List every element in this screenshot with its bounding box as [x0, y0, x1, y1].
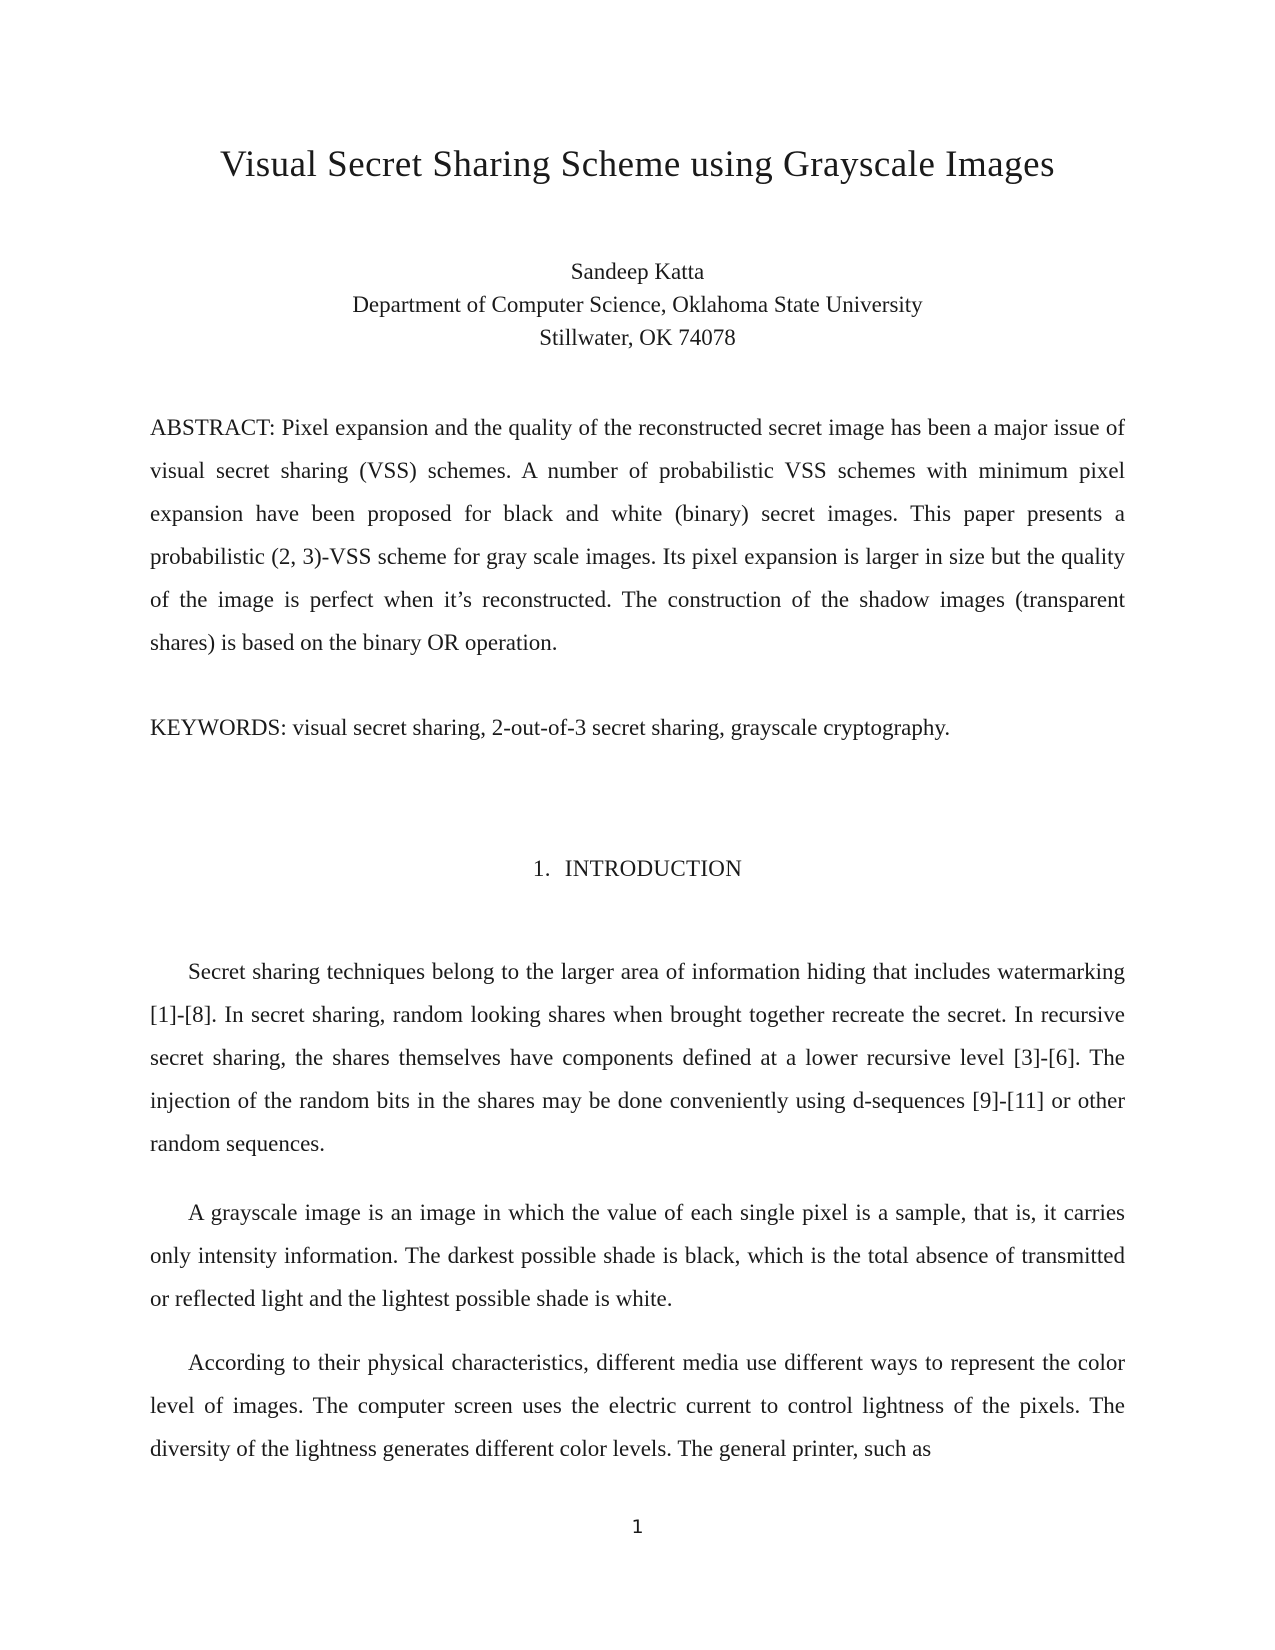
section-title: INTRODUCTION — [564, 856, 743, 881]
paper-title: Visual Secret Sharing Scheme using Grayscale Images — [220, 144, 1055, 185]
keywords-line: KEYWORDS: visual secret sharing, 2-out-of-3 secret sharing, grayscale cryptography. — [150, 715, 951, 740]
abstract-paragraph: ABSTRACT: Pixel expansion and the quality of the reconstructed secret image has been a major issue of visual secret sharing (VSS) schemes. A number of probabilistic VSS schemes with minimum pixel expansion have been proposed for black and white (binary) secret images. This paper presents a probabilistic (2, 3)-VSS scheme for gray scale images. Its pixel expansion is larger in size but the quality of the image is perfect when it’s reconstructed. The construction of the shadow images (transparent shares) is based on the binary OR operation. — [150, 415, 1125, 655]
section-number: 1. — [532, 856, 551, 881]
author-name: Sandeep Katta — [570, 259, 705, 284]
section-heading — [0, 854, 1275, 884]
author-affiliation: Department of Computer Science, Oklahoma State University — [352, 292, 923, 317]
body-paragraph: Secret sharing techniques belong to the larger area of information hiding that includes watermarking [1]-[8]. In secret sharing, random looking shares when brought together recreate the secret. In recursive secret sharing, the shares themselves have components defined at a lower recursive level [3]-[6]. The injection of the random bits in the shares may be done conveniently using d-sequences [9]-[11] or other random sequences. — [150, 959, 1125, 1156]
page-number: 1 — [631, 1516, 644, 1538]
body-paragraph: A grayscale image is an image in which the value of each single pixel is a sample, that is, it carries only intensity information. The darkest possible shade is black, which is the total absence of transmitted or reflected light and the lightest possible shade is white. — [150, 1200, 1125, 1311]
author-location: Stillwater, OK 74078 — [539, 325, 736, 350]
body-paragraph: According to their physical characteristics, different media use different ways to represent the color level of images. The computer screen uses the electric current to control lightness of the pixels. The diversity of the lightness generates different color levels. The general printer, such as — [150, 1350, 1125, 1461]
author-block — [0, 255, 1275, 354]
